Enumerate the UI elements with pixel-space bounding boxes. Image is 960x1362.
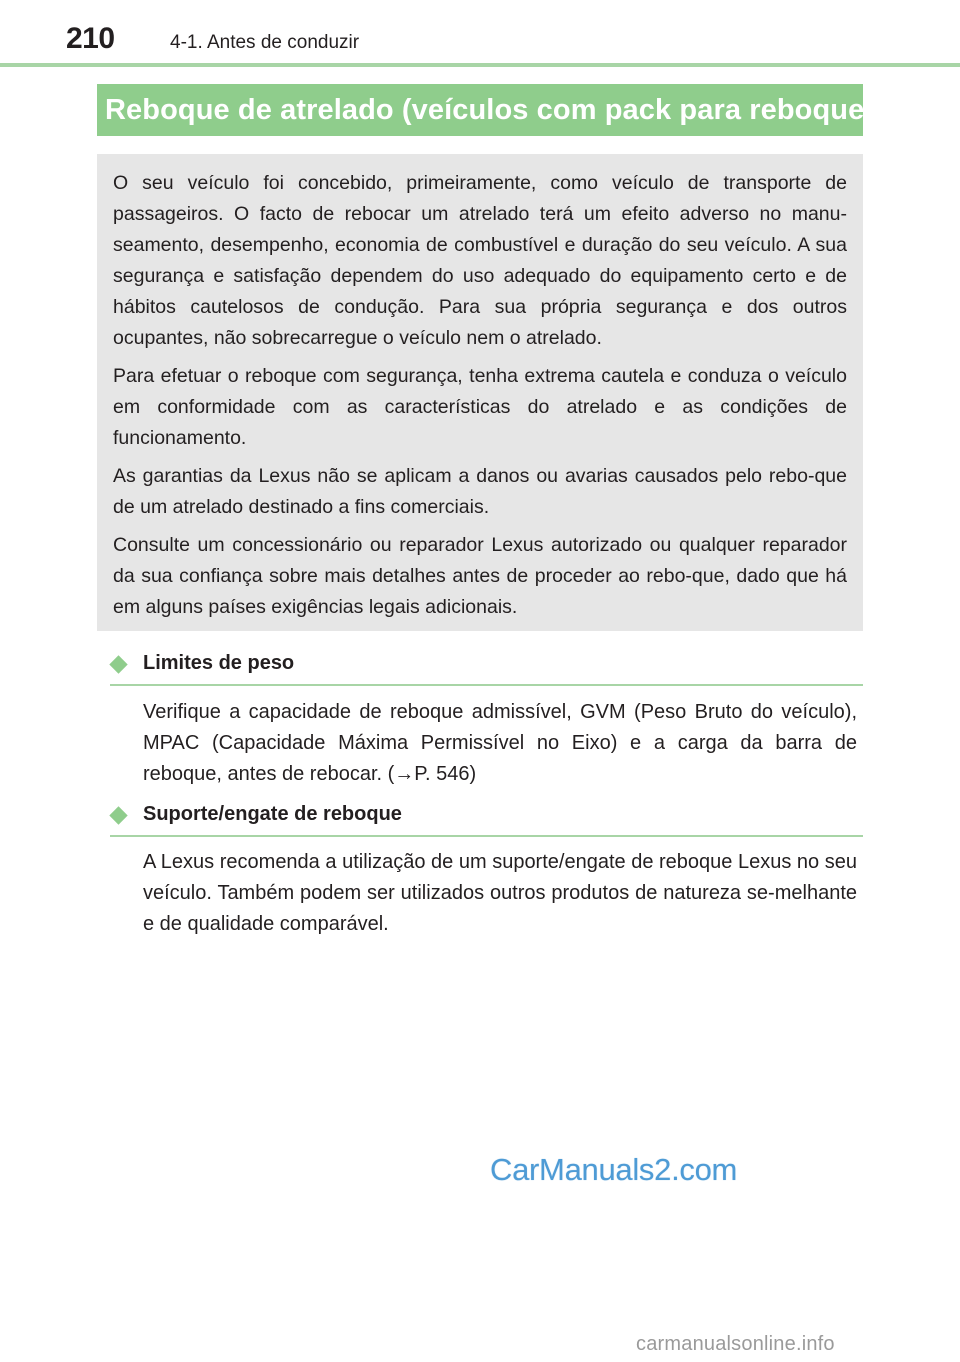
- intro-paragraph-3: As garantias da Lexus não se aplicam a danos ou avarias causados pelo rebo-que de um atrelado destinado a fins comerciais.: [113, 465, 847, 518]
- intro-paragraph-1: O seu veículo foi concebido, primeiramente, como veículo de transporte de passageiros. O facto de rebocar um atrelado terá um efeito adverso no manu-seamento, desempenho, economia de combustível e duração do seu veículo. A sua segurança e satisfação dependem do uso adequado do equipamento certo e de hábitos cautelosos de condução. Para sua própria segurança e dos outros ocupantes, não sobrecarregue o veículo nem o atrelado.: [113, 172, 847, 349]
- page-reference-link[interactable]: →P. 546: [394, 763, 470, 785]
- weight-limits-paragraph: [143, 697, 857, 790]
- header-rule: [0, 63, 960, 67]
- subheading-tow-hitch: [110, 803, 863, 837]
- diamond-bullet-icon: [109, 655, 127, 673]
- page-title: Reboque de atrelado (veículos com pack para reboque): [105, 93, 875, 126]
- subheading-text: Limites de peso: [143, 652, 295, 674]
- intro-paragraph-2: Para efetuar o reboque com segurança, tenha extrema cautela e conduza o veículo em conformidade com as características do atrelado e as condições de funcionamento.: [113, 365, 847, 449]
- diamond-bullet-icon: [109, 806, 127, 824]
- intro-paragraph-4: Consulte um concessionário ou reparador Lexus autorizado ou qualquer reparador da sua confiança sobre mais detalhes antes de proceder ao rebo-que, dado que há em alguns países exigências legais adicionais.: [113, 534, 847, 618]
- weight-limits-text-end: ): [469, 763, 477, 785]
- page-number: 210: [66, 22, 115, 55]
- page-header: [0, 0, 960, 68]
- subheading-text: Suporte/engate de reboque: [143, 803, 402, 825]
- watermark-logo: CarManuals2.com: [490, 1152, 738, 1187]
- title-banner: [97, 84, 875, 136]
- footer-watermark: carmanualsonline.info: [636, 1333, 835, 1355]
- intro-box: [97, 154, 863, 631]
- tow-hitch-paragraph: A Lexus recomenda a utilização de um suporte/engate de reboque Lexus no seu veículo. Também podem ser utilizados outros produtos de natureza se-melhante e de qualidade comparável.: [143, 851, 857, 935]
- section-label: 4-1. Antes de conduzir: [170, 32, 360, 53]
- weight-limits-text: Verifique a capacidade de reboque admissível, GVM (Peso Bruto do veículo), MPAC (Capacidade Máxima Permissível no Eixo) e a carga da barra de reboque, antes de rebocar. (: [143, 701, 857, 785]
- subheading-weight-limits: [110, 652, 863, 686]
